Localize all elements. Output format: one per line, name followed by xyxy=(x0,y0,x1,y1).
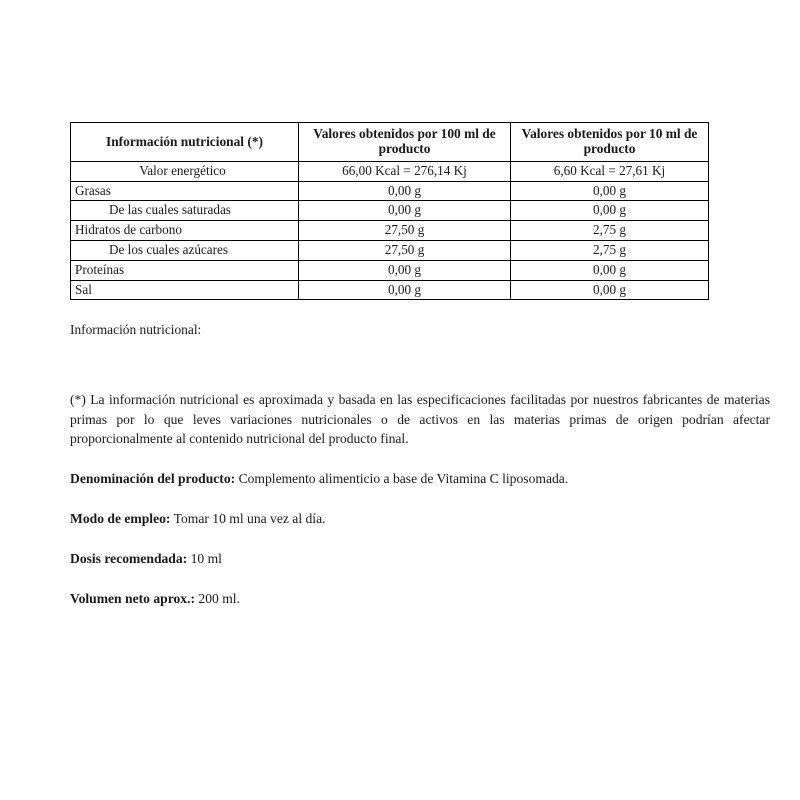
row-label: De las cuales saturadas xyxy=(71,201,299,221)
field-volumen-neto xyxy=(70,589,772,608)
field-value: Tomar 10 ml una vez al día. xyxy=(173,511,326,527)
row-label: Proteínas xyxy=(71,260,299,280)
row-value-per-100ml: 0,00 g xyxy=(299,280,511,300)
table-caption: Información nutricional: xyxy=(70,322,202,338)
field-dosis-recomendada xyxy=(70,549,772,568)
table-row xyxy=(71,161,709,181)
row-label: Hidratos de carbono xyxy=(71,221,299,241)
field-denominacion xyxy=(70,469,772,488)
field-value: 200 ml. xyxy=(198,591,240,607)
field-value: Complemento alimenticio a base de Vitamina C liposomada. xyxy=(238,471,569,487)
field-modo-de-empleo xyxy=(70,509,772,528)
row-value-per-100ml: 27,50 g xyxy=(299,221,511,241)
field-value: 10 ml xyxy=(190,551,222,567)
table-row xyxy=(71,260,709,280)
row-value-per-10ml: 0,00 g xyxy=(511,260,709,280)
row-value-per-100ml: 66,00 Kcal = 276,14 Kj xyxy=(299,161,511,181)
row-value-per-10ml: 0,00 g xyxy=(511,280,709,300)
table-row xyxy=(71,181,709,201)
field-label: Denominación del producto: xyxy=(70,471,236,487)
table-body xyxy=(71,161,709,299)
table-row xyxy=(71,201,709,221)
row-value-per-10ml: 0,00 g xyxy=(511,181,709,201)
row-value-per-10ml: 0,00 g xyxy=(511,201,709,221)
row-label: De los cuales azúcares xyxy=(71,240,299,260)
row-value-per-100ml: 0,00 g xyxy=(299,181,511,201)
table-row xyxy=(71,280,709,300)
row-value-per-10ml: 2,75 g xyxy=(511,221,709,241)
row-value-per-10ml: 2,75 g xyxy=(511,240,709,260)
footnote-text: (*) La información nutricional es aproximada y basada en las especificaciones facilitadas por nuestros fabricantes de materias primas por lo que leves variaciones nutricionales o de activos en las materias primas de origen podrían afectar proporcionalmente al contenido nutricional del producto final. xyxy=(70,392,770,446)
row-label: Grasas xyxy=(71,181,299,201)
table-header xyxy=(71,123,709,162)
row-label: Valor energético xyxy=(71,161,299,181)
row-value-per-100ml: 27,50 g xyxy=(299,240,511,260)
row-label: Sal xyxy=(71,280,299,300)
row-value-per-100ml: 0,00 g xyxy=(299,260,511,280)
field-label: Dosis recomendada: xyxy=(70,551,188,567)
column-header-per-100ml: Valores obtenidos por 100 ml de producto xyxy=(299,123,511,162)
table-header-row xyxy=(71,123,709,162)
row-value-per-100ml: 0,00 g xyxy=(299,201,511,221)
nutrition-table xyxy=(70,122,709,300)
column-header-per-10ml: Valores obtenidos por 10 ml de producto xyxy=(511,123,709,162)
table-row xyxy=(71,240,709,260)
row-value-per-10ml: 6,60 Kcal = 27,61 Kj xyxy=(511,161,709,181)
field-label: Modo de empleo: xyxy=(70,511,171,527)
column-header-info: Información nutricional (*) xyxy=(71,123,299,162)
field-label: Volumen neto aprox.: xyxy=(70,591,195,607)
table-row xyxy=(71,221,709,241)
